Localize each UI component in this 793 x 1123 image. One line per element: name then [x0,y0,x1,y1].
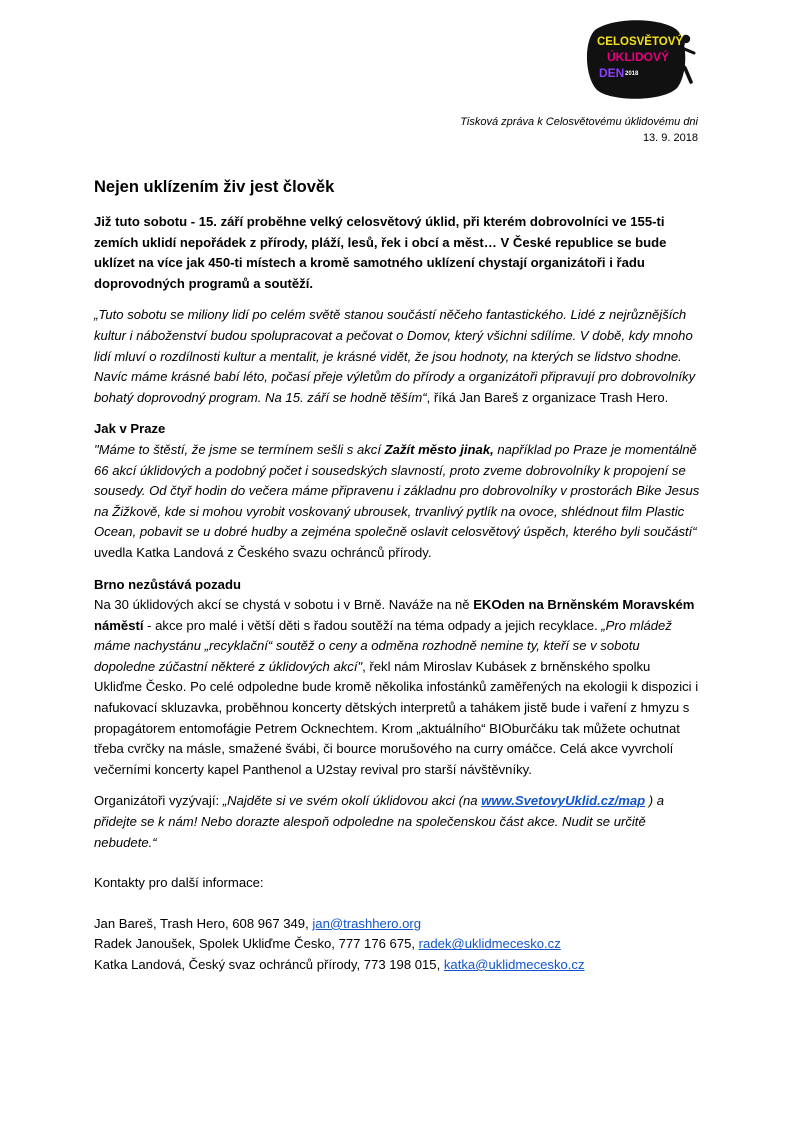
brno-section [94,575,700,781]
praha-attribution: uvedla Katka Landová z Českého svazu ochránců přírody. [94,544,432,560]
praha-italic-1: "Máme to štěstí, že jsme se termínem sešli s akcí [94,441,385,457]
contacts-list [94,914,700,976]
press-release-dateline [460,114,698,146]
svg-text:ÚKLIDOVÝ: ÚKLIDOVÝ [607,50,670,64]
press-release-date: 13. 9. 2018 [642,132,698,144]
press-release-subtitle: Tisková zpráva k Celosvětovému úklidovému dni [460,116,698,128]
contact-email-link[interactable]: radek@uklidmecesko.cz [418,936,561,952]
contact-text: Katka Landová, Český svaz ochránců přírody, 773 198 015, [94,957,444,972]
praha-event-name: Zažít město jinak, [384,441,494,457]
contact-email-link[interactable]: jan@trashhero.org [312,915,422,931]
praha-paragraph [94,440,700,564]
brno-event-name: EKOden na Brněnském Moravském náměstí [94,597,695,633]
brno-heading: Brno nezůstává pozadu [94,576,241,592]
call-italic-1: „Najděte si ve svém okolí úklidovou akci (na [222,793,482,809]
praha-heading: Jak v Praze [94,421,166,437]
contact-text: Jan Bareš, Trash Hero, 608 967 349, [94,915,313,931]
call-intro: Organizátoři vyzývají: [94,793,223,809]
contact-item [94,955,700,976]
contacts-title: Kontakty pro další informace: [94,875,264,891]
brno-quote: „Pro mládež máme nachystánu „recyklační“ soutěž o ceny a odměna rozhodně nemine ty, kteří se v sobotu dopoledne zúčastní některé z úklidových akcí" [94,617,672,674]
svg-text:CELOSVĚTOVÝ: CELOSVĚTOVÝ [597,36,684,48]
quote-italic: „Tuto sobotu se miliony lidí po celém světě stanou součástí něčeho fantastického. Lidé z nejrůznějších kultur i náboženství budou spolupracovat a pečovat o Domov, který všichni sdílíme. V době, kdy mnoho lidí mluví o rozdílnosti kultur a mentalit, je krásné vidět, že jsou hodnoty, na kterých se lidstvo shodne. Navíc máme krásné babí léto, počasí přeje výletům do přírody a organizátoři připravují pro dobrovolníky bohatý doprovodný program. Na 15. září se hodně těším“ [94,307,696,405]
celosvetovy-uklidovy-den-logo [585,20,700,100]
praha-italic-2: například po Praze je momentálně 66 akcí úklidových a podobný počet i sousedských slavností, proto zveme dobrovolníky k propojení se sousedy. Od čtyř hodin do večera máme připravenu i základnu pro dobrovolníky v prostorách Bike Jesus na Žižkově, kde si mohou vyrobit voskovaný ubrousek, trvanlivý pytlík na ovoce, shlédnout film Plastic Ocean, pobavit se u dobré hudby a zejména společně oslavit celosvětový úspěch, kterého byli součástí“ [94,441,700,540]
map-link[interactable]: www.SvetovyUklid.cz/map [481,793,646,809]
praha-section [94,419,700,563]
call-to-action-paragraph [94,791,700,853]
contact-item [94,934,700,955]
brno-text-3: , řekl nám Miroslav Kubásek z brněnského spolku Ukliďme Česko. Po celé odpoledne bude kromě několika infostánků zaměřených na ekologii k dispozici i nafukovací skluzavka, proběhnou koncerty dětských interpretů a tahákem jistě bude i vaření z hmyzu s propagátorem entomofágie Petrem Ocknechtem. Krom „aktuálního“ BIOburčáku tak můžete ochutnat třeba cvrčky na másle, smažené švábi, či bource morušového na curry omáčce. Celá akce vyvrcholí večerními koncerty kapel Panthenol a U2stay revival pro starší návštěvníky. [94,658,699,777]
contact-email-link[interactable]: katka@uklidmecesko.cz [443,957,585,972]
logo-graphic [585,20,700,100]
call-italic-2: ) a přidejte se k nám! Nebo dorazte alespoň odpoledne na společenskou část akce. Nudit se určitě nebudete.“ [94,793,665,850]
brno-text-2: - akce pro malé i větší děti s řadou soutěží na téma odpady a jejich recyklace. [143,617,602,633]
contact-item [94,914,700,935]
quote-paragraph [94,305,700,408]
contact-text: Radek Janoušek, Spolek Ukliďme Česko, 777 176 675, [94,936,419,952]
quote-attribution: , říká Jan Bareš z organizace Trash Hero. [426,389,669,405]
lead-paragraph: Již tuto sobotu - 15. září proběhne velký celosvětový úklid, při kterém dobrovolníci ve 155-ti zemích uklidí nepořádek z přírody, pláží, lesů, řek i obcí a měst… V České republice se bude uklízet na více jak 450-ti místech a kromě samotného uklízení chystají organizátoři i řadu doprovodných programů a soutěží. [94,214,667,291]
svg-text:DEN: DEN [599,66,625,80]
article-title: Nejen uklízením živ jest člověk [94,178,335,196]
svg-text:2018: 2018 [625,71,639,77]
brno-paragraph [94,595,700,780]
article-body [94,176,700,976]
brno-text-1: Na 30 úklidových akcí se chystá v sobotu i v Brně. Naváže na ně [94,597,474,613]
